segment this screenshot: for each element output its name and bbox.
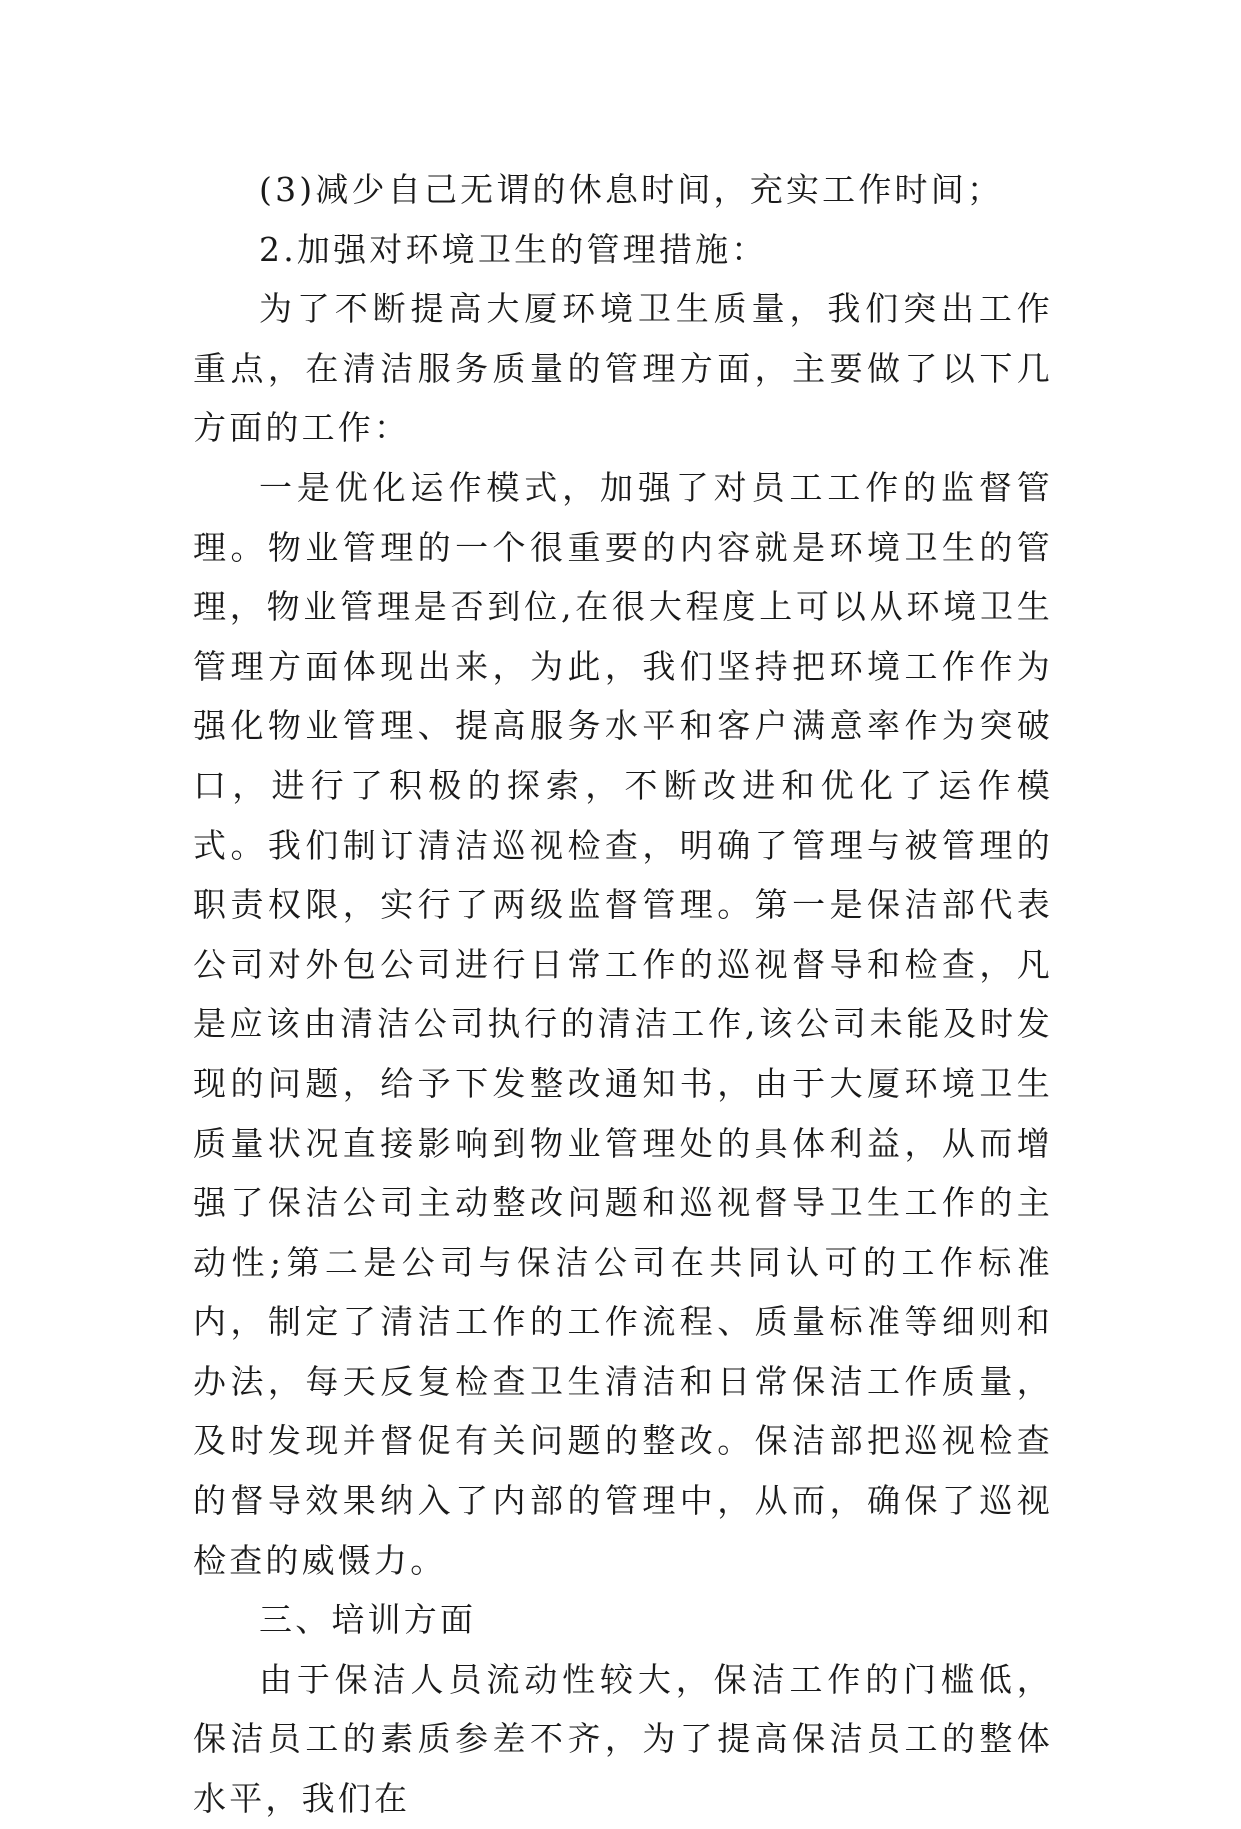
paragraph-operation-mode: 一是优化运作模式，加强了对员工工作的监督管理。物业管理的一个很重要的内容就是环境卫生的管理，物业管理是否到位,在很大程度上可以从环境卫生管理方面体现出来，为此，我们坚持把环境工作作为强化物业管理、提高服务水平和客户满意率作为突破口，进行了积极的探索，不断改进和优化了运作模式。我们制订清洁巡视检查，明确了管理与被管理的职责权限，实行了两级监督管理。第一是保洁部代表公司对外包公司进行日常工作的巡视督导和检查，凡是应该由清洁公司执行的清洁工作,该公司未能及时发现的问题，给予下发整改通知书，由于大厦环境卫生质量状况直接影响到物业管理处的具体利益，从而增强了保洁公司主动整改问题和巡视督导卫生工作的主动性;第二是公司与保洁公司在共同认可的工作标准内，制定了清洁工作的工作流程、质量标准等细则和办法，每天反复检查卫生清洁和日常保洁工作质量，及时发现并督促有关问题的整改。保洁部把巡视检查的督导效果纳入了内部的管理中，从而，确保了巡视检查的威慑力。	[193, 467, 1053, 1580]
document-body	[193, 160, 1053, 1829]
paragraph-training: 由于保洁人员流动性较大，保洁工作的门槛低，保洁员工的素质参差不齐，为了提高保洁员工的整体水平，我们在	[193, 1659, 1053, 1819]
section-heading-training: 三、培训方面	[259, 1600, 477, 1640]
paragraph-intro: 为了不断提高大厦环境卫生质量，我们突出工作重点，在清洁服务质量的管理方面，主要做了以下几方面的工作：	[193, 289, 1053, 448]
paragraph-item-3: (3)减少自己无谓的休息时间，充实工作时间；	[259, 170, 1004, 209]
paragraph-heading-environment: 2.加强对环境卫生的管理措施：	[259, 229, 768, 269]
